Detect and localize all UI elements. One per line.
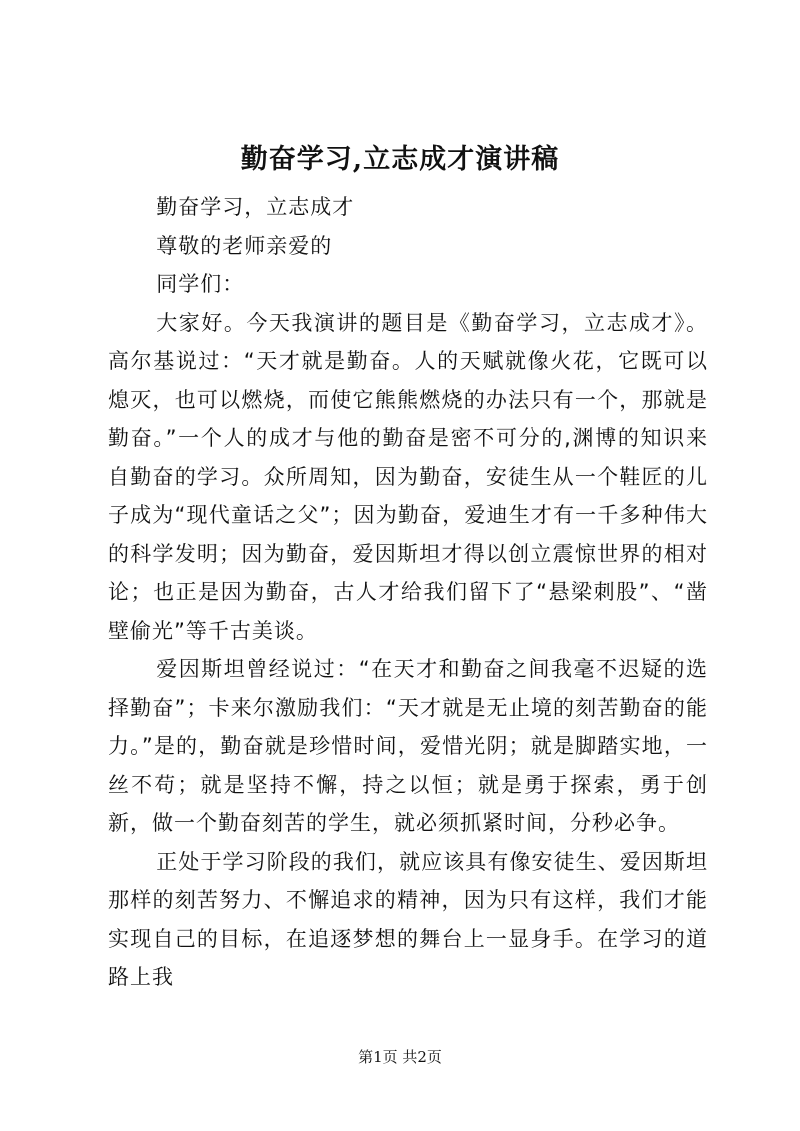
paragraph-1: 大家好。今天我演讲的题目是《勤奋学习，立志成才》。高尔基说过：“天才就是勤奋。人的天赋就像火花，它既可以熄灭，也可以燃烧，而使它熊熊燃烧的办法只有一个，那就是勤奋。”一个人的成才与他的勤奋是密不可分的,渊博的知识来自勤奋的学习。众所周知，因为勤奋，安徒生从一个鞋匠的儿子成为“现代童话之父”；因为勤奋，爱迪生才有一千多种伟大的科学发明；因为勤奋，爱因斯坦才得以创立震惊世界的相对论；也正是因为勤奋，古人才给我们留下了“悬梁刺股”、“凿壁偷光”等千古美谈。 (108, 310, 708, 643)
paragraph-salutation: 尊敬的老师亲爱的 (156, 233, 333, 258)
page-footer: 第1页 共2页 (358, 1048, 442, 1066)
paragraph-3: 正处于学习阶段的我们，就应该具有像安徒生、爱因斯坦那样的刻苦努力、不懈追求的精神，因为只有这样，我们才能实现自己的目标，在追逐梦想的舞台上一显身手。在学习的道路上我 (108, 849, 708, 989)
document-title: 勤奋学习,立志成才演讲稿 (240, 144, 560, 175)
document-body (108, 188, 708, 997)
paragraph-subtitle: 勤奋学习，立志成才 (156, 195, 355, 219)
paragraph-2: 爱因斯坦曾经说过：“在天才和勤奋之间我毫不迟疑的选择勤奋”；卡来尔激励我们：“天才就是无止境的刻苦勤奋的能力。”是的，勤奋就是珍惜时间，爱惜光阴；就是脚踏实地，一丝不苟；就是坚持不懈，持之以恒；就是勇于探索，勇于创新，做一个勤奋刻苦的学生，就必须抓紧时间，分秒必争。 (108, 657, 708, 835)
paragraph-salutation-cont: 同学们： (156, 272, 245, 296)
